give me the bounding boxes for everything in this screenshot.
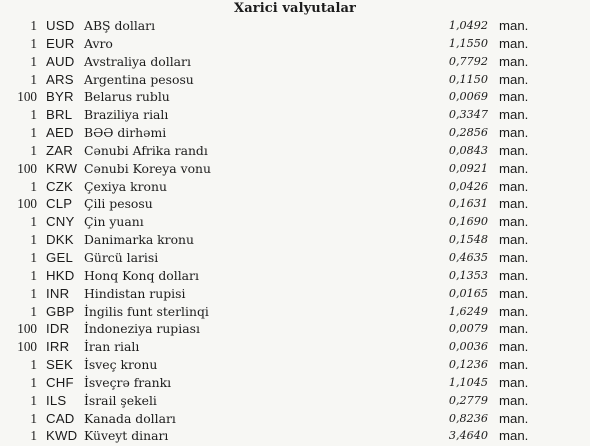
exchange-rate: 0,0921 [448,161,488,175]
unit-quantity: 1 [30,249,37,265]
currency-unit: man. [499,125,529,141]
currency-unit: man. [499,214,529,230]
currency-row-gbp [0,303,590,321]
currency-name: Argentina pesosu [84,71,194,87]
currency-row-idr [0,320,590,338]
currency-name: Gürcü larisi [84,249,159,265]
currency-unit: man. [499,18,529,33]
exchange-rate: 3,4640 [448,429,488,443]
currency-row-inr [0,285,590,303]
exchange-rate: 0,1353 [448,268,488,282]
currency-code: GEL [46,249,73,265]
currency-row-dkk [0,231,590,249]
currency-row-sek [0,356,590,374]
unit-quantity: 100 [17,321,37,337]
currency-unit: man. [499,410,529,426]
currency-row-ars [0,71,590,89]
currency-name: Cənubi Koreya vonu [84,160,211,176]
currency-unit: man. [499,321,529,337]
currency-unit: man. [499,107,529,123]
exchange-rate: 0,0036 [448,340,488,354]
exchange-rate: 1,6249 [448,304,488,318]
currency-unit: man. [499,232,529,248]
currency-code: BYR [46,89,74,105]
unit-quantity: 1 [30,410,37,426]
currency-unit: man. [499,196,529,212]
currency-name: Küveyt dinarı [84,428,169,444]
currency-code: CNY [46,214,75,230]
unit-quantity: 1 [30,285,37,301]
currency-row-aud [0,53,590,71]
currency-name: Çexiya kronu [84,178,167,194]
currency-name: Hindistan rupisi [84,285,186,301]
currency-row-brl [0,106,590,124]
exchange-rate: 0,0079 [448,322,488,336]
currency-row-cny [0,213,590,231]
currency-code: EUR [46,35,75,51]
currency-code: HKD [46,267,75,283]
unit-quantity: 1 [30,303,37,319]
currency-code: ZAR [46,142,73,158]
currency-unit: man. [499,267,529,283]
currency-name: İngilis funt sterlinqi [84,303,209,319]
currency-row-chf [0,374,590,392]
unit-quantity: 100 [17,196,37,212]
unit-quantity: 1 [30,125,37,141]
currency-name: Kanada dolları [84,410,176,426]
exchange-rate: 0,2856 [448,126,488,140]
currency-name: İsrail şekeli [84,392,157,408]
currency-name: ABŞ dolları [84,18,156,33]
currency-name: Çili pesosu [84,196,153,212]
currency-row-zar [0,142,590,160]
unit-quantity: 1 [30,142,37,158]
exchange-rate: 0,4635 [448,250,488,264]
currency-unit: man. [499,428,529,444]
currency-name: Avro [84,35,113,51]
exchange-rate: 0,0843 [448,143,488,157]
unit-quantity: 1 [30,374,37,390]
currency-code: AED [46,125,74,141]
exchange-rate: 1,1045 [448,375,488,389]
exchange-rate: 0,0069 [448,90,488,104]
currency-code: KWD [46,428,78,444]
unit-quantity: 1 [30,35,37,51]
currency-unit: man. [499,178,529,194]
unit-quantity: 1 [30,232,37,248]
currency-code: USD [46,18,75,33]
currency-unit: man. [499,249,529,265]
currency-code: ILS [46,392,67,408]
currency-row-usd [0,17,590,35]
unit-quantity: 1 [30,71,37,87]
currency-name: Braziliya rialı [84,107,169,123]
exchange-rate: 0,1150 [448,72,488,86]
exchange-rate: 0,0165 [448,286,488,300]
unit-quantity: 1 [30,214,37,230]
exchange-rate: 0,8236 [448,411,488,425]
currency-name: BƏƏ dirhəmi [84,125,167,141]
currency-name: Cənubi Afrika randı [84,142,208,158]
unit-quantity: 1 [30,357,37,373]
currency-name: Belarus rublu [84,89,170,105]
currency-row-aed [0,124,590,142]
currency-code: ARS [46,71,74,87]
currency-code: AUD [46,53,75,69]
currency-row-ils [0,392,590,410]
currency-row-irr [0,338,590,356]
currency-name: İndoneziya rupiası [84,321,200,337]
currency-unit: man. [499,89,529,105]
currency-unit: man. [499,374,529,390]
exchange-rate: 0,1631 [448,197,488,211]
currency-code: CAD [46,410,75,426]
currency-name: İsveçrə frankı [84,374,172,390]
currency-unit: man. [499,339,529,355]
currency-row-eur [0,35,590,53]
currency-name: Danimarka kronu [84,232,195,248]
currency-unit: man. [499,392,529,408]
currency-unit: man. [499,71,529,87]
currency-name: Honq Konq dolları [84,267,199,283]
unit-quantity: 100 [17,339,37,355]
exchange-rate: 1,0492 [448,19,488,32]
currency-unit: man. [499,35,529,51]
currency-unit: man. [499,160,529,176]
exchange-rate: 0,0426 [448,179,488,193]
unit-quantity: 1 [30,178,37,194]
currency-code: CLP [46,196,73,212]
currency-unit: man. [499,285,529,301]
currency-row-cad [0,410,590,428]
currency-code: DKK [46,232,74,248]
currency-code: IDR [46,321,70,337]
currency-row-byr [0,88,590,106]
currency-name: İran rialı [84,339,140,355]
currency-name: Avstraliya dolları [84,53,191,69]
currency-row-gel [0,249,590,267]
currency-code: CZK [46,178,73,194]
currency-code: IRR [46,339,70,355]
currency-rate-list [0,17,590,445]
currency-row-kwd [0,427,590,445]
currency-row-clp [0,195,590,213]
exchange-rate: 0,3347 [448,108,488,122]
currency-row-hkd [0,267,590,285]
unit-quantity: 1 [30,107,37,123]
currency-name: Çin yuanı [84,214,144,230]
unit-quantity: 100 [17,160,37,176]
currency-unit: man. [499,142,529,158]
exchange-rate: 0,1236 [448,358,488,372]
currency-code: KRW [46,160,78,176]
unit-quantity: 1 [30,428,37,444]
currency-code: SEK [46,357,73,373]
unit-quantity: 1 [30,392,37,408]
exchange-rate: 0,2779 [448,393,488,407]
exchange-rate: 0,7792 [448,54,488,68]
unit-quantity: 1 [30,18,37,33]
currency-code: GBP [46,303,75,319]
unit-quantity: 100 [17,89,37,105]
exchange-rate: 1,1550 [448,36,488,50]
unit-quantity: 1 [30,53,37,69]
currency-code: CHF [46,374,74,390]
currency-row-krw [0,160,590,178]
currency-unit: man. [499,53,529,69]
currency-unit: man. [499,357,529,373]
currency-name: İsveç kronu [84,357,158,373]
currency-row-czk [0,178,590,196]
currency-code: INR [46,285,70,301]
exchange-rate: 0,1690 [448,215,488,229]
table-title: Xarici valyutalar [234,1,356,16]
unit-quantity: 1 [30,267,37,283]
currency-unit: man. [499,303,529,319]
currency-code: BRL [46,107,73,123]
exchange-rate: 0,1548 [448,233,488,247]
